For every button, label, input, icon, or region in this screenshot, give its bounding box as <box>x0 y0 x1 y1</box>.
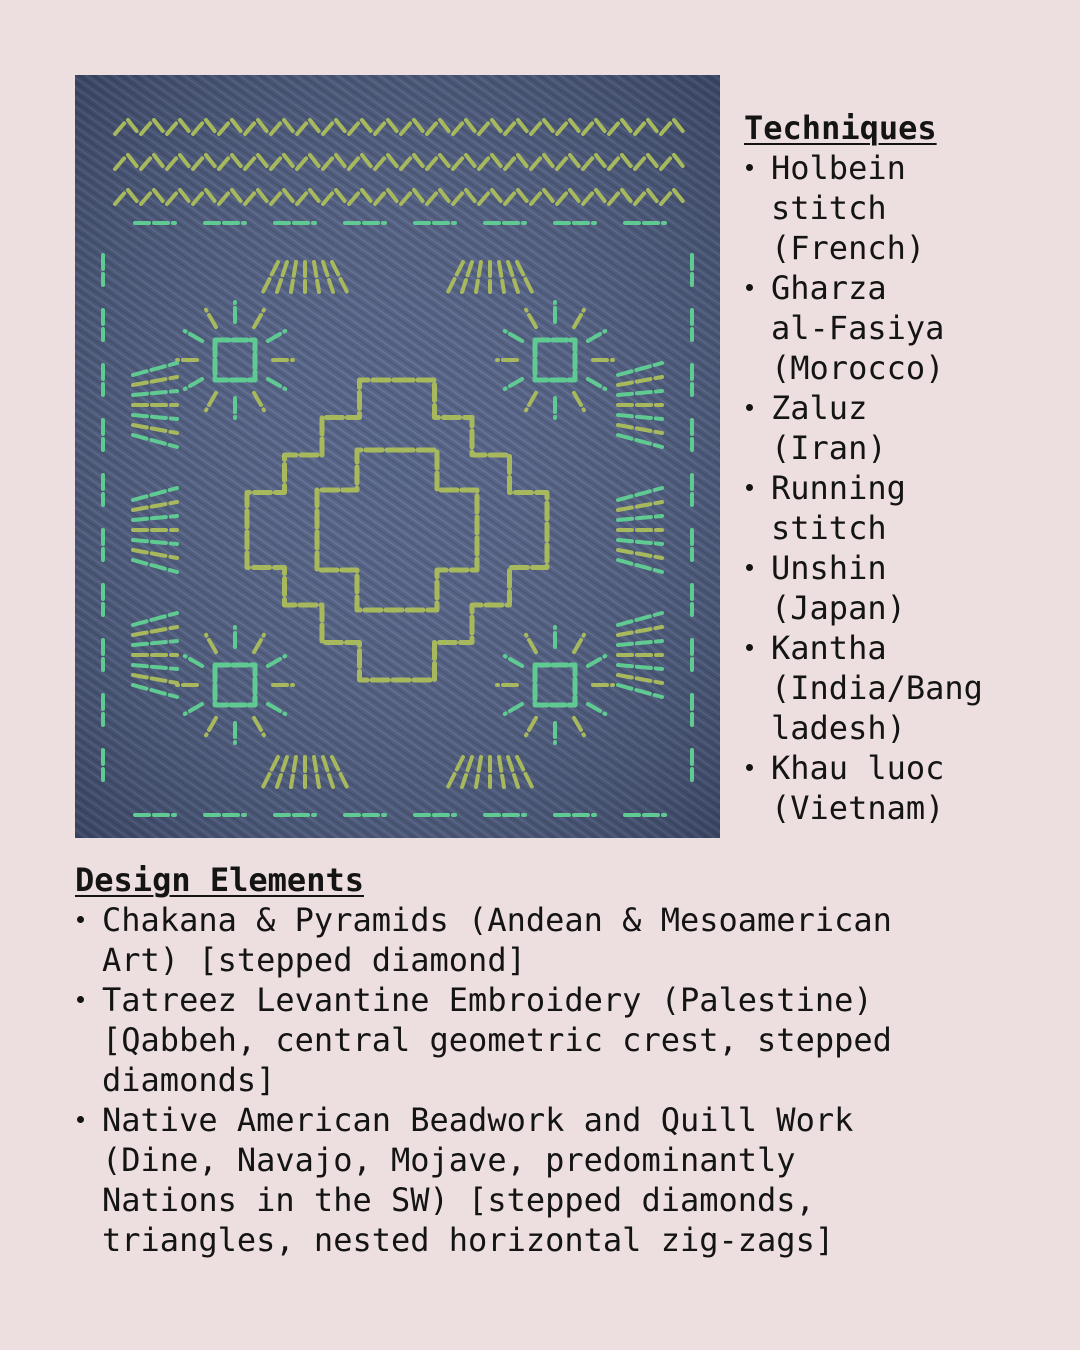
technique-item: Holbein stitch (French) <box>744 148 1044 268</box>
techniques-list <box>744 148 1044 828</box>
techniques-heading: Techniques <box>744 109 937 147</box>
technique-item: Gharza al-Fasiya (Morocco) <box>744 268 1044 388</box>
technique-item: Khau luoc (Vietnam) <box>744 748 1044 828</box>
technique-item: Zaluz (Iran) <box>744 388 1044 468</box>
technique-item: Unshin (Japan) <box>744 548 1044 628</box>
technique-item: Running stitch <box>744 468 1044 548</box>
design-element-item: Chakana & Pyramids (Andean & Mesoamerican Art) [stepped diamond] <box>75 900 975 980</box>
embroidered-denim-photo <box>75 75 720 838</box>
design-elements-heading: Design Elements <box>75 861 364 899</box>
techniques-section <box>744 108 1044 828</box>
design-elements-section <box>75 860 975 1260</box>
technique-item: Kantha (India/Bang ladesh) <box>744 628 1044 748</box>
design-element-item: Tatreez Levantine Embroidery (Palestine) [Qabbeh, central geometric crest, stepped diamonds] <box>75 980 975 1100</box>
design-element-item: Native American Beadwork and Quill Work (Dine, Navajo, Mojave, predominantly Nations in the SW) [stepped diamonds, triangles, nested horizontal zig-zags] <box>75 1100 975 1260</box>
design-elements-list <box>75 900 975 1260</box>
